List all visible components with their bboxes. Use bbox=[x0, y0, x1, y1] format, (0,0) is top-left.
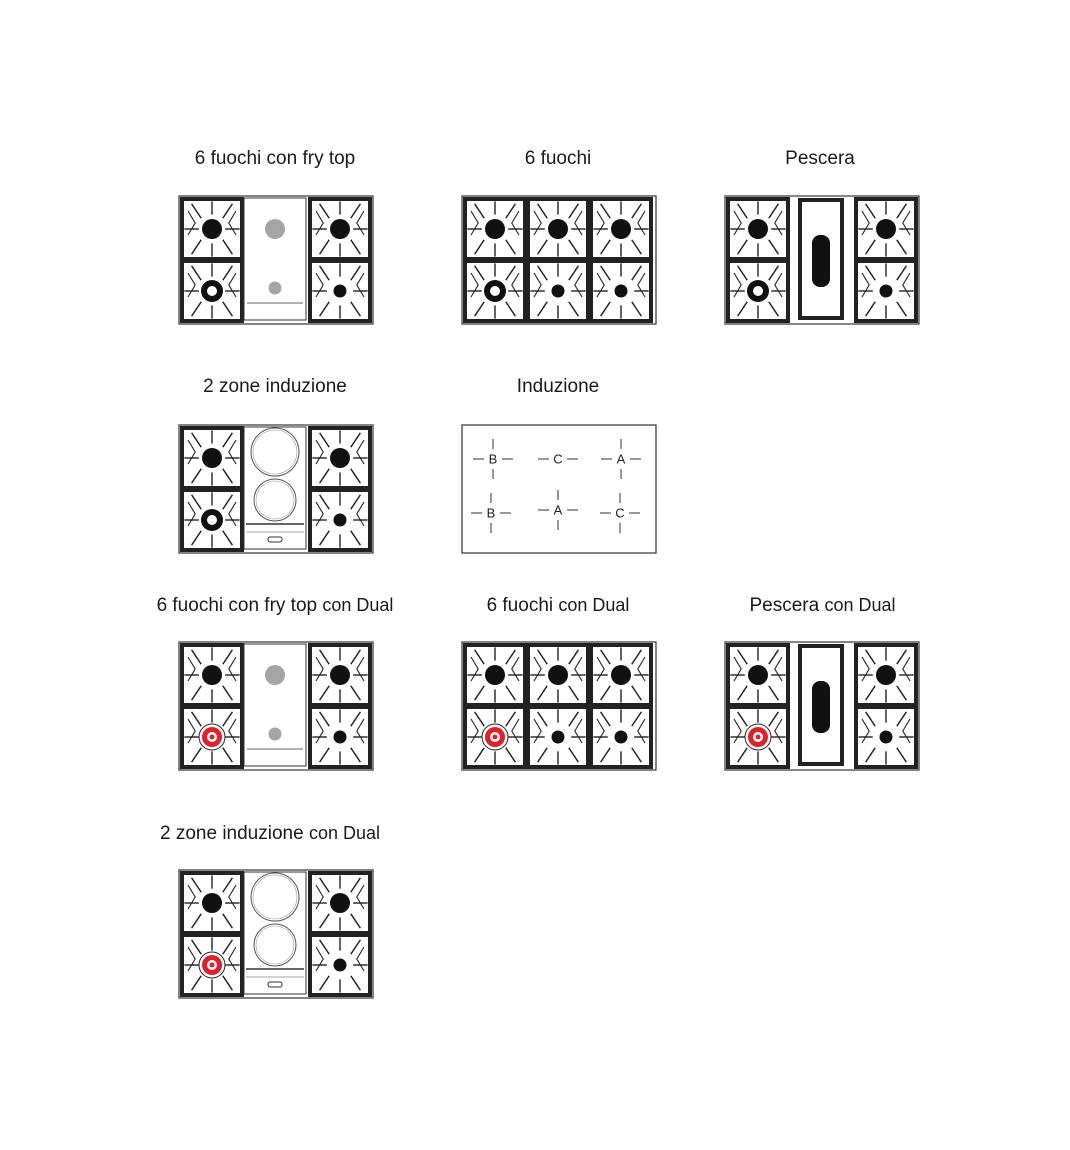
cooktop-2-zone-induzione bbox=[175, 376, 375, 556]
hob-frame bbox=[462, 425, 656, 553]
hob-diagram bbox=[461, 195, 657, 325]
burner-icon bbox=[334, 514, 347, 527]
fry-zone-icon bbox=[265, 665, 285, 685]
cooktop-6-fuochi bbox=[458, 148, 658, 328]
burner-icon bbox=[611, 665, 631, 685]
hob-diagram bbox=[178, 424, 374, 554]
cooktop-pescera bbox=[720, 148, 920, 328]
cooktop-6-fuochi-dual bbox=[458, 595, 658, 775]
fry-zone-icon bbox=[269, 282, 282, 295]
burner-icon bbox=[485, 219, 505, 239]
cooktop-title: 2 zone induzione con Dual bbox=[160, 823, 380, 844]
cooktop-title: 6 fuochi con fry top con Dual bbox=[156, 595, 394, 616]
fry-top-plate bbox=[244, 644, 306, 766]
induction-diagram bbox=[461, 424, 657, 554]
burner-icon bbox=[548, 665, 568, 685]
cooktop-title: 2 zone induzione bbox=[203, 376, 347, 397]
burner-icon bbox=[334, 959, 347, 972]
burner-icon bbox=[548, 219, 568, 239]
cooktop-6-fuochi-fry-top bbox=[175, 148, 375, 328]
burner-icon bbox=[552, 285, 565, 298]
fry-top-plate bbox=[244, 198, 306, 320]
zone-label: A bbox=[616, 451, 626, 467]
fry-zone-icon bbox=[265, 219, 285, 239]
cooktop-pescera-dual bbox=[720, 595, 925, 775]
cooktop-title: 6 fuochi bbox=[524, 148, 592, 169]
zone-label: C bbox=[615, 505, 625, 521]
cooktop-title: Pescera bbox=[785, 148, 855, 169]
burner-icon bbox=[880, 285, 893, 298]
cooktop-title: 6 fuochi con Dual bbox=[486, 595, 630, 616]
hob-diagram bbox=[178, 195, 374, 325]
cooktop-title: Induzione bbox=[516, 376, 600, 397]
burner-icon bbox=[876, 665, 896, 685]
burner-icon bbox=[748, 219, 768, 239]
cooktop-induzione bbox=[458, 376, 658, 556]
fish-burner-icon bbox=[812, 681, 830, 733]
burner-icon bbox=[330, 219, 350, 239]
burner-icon bbox=[876, 219, 896, 239]
cooktop-2-zone-induzione-dual bbox=[145, 823, 395, 1003]
burner-icon bbox=[552, 731, 565, 744]
burner-icon bbox=[611, 219, 631, 239]
burner-icon bbox=[334, 731, 347, 744]
burner-icon bbox=[202, 893, 222, 913]
hob-diagram bbox=[724, 641, 920, 771]
hob-diagram bbox=[461, 641, 657, 771]
fry-zone-icon bbox=[269, 728, 282, 741]
hob-diagram bbox=[178, 641, 374, 771]
burner-icon bbox=[880, 731, 893, 744]
burner-icon bbox=[748, 665, 768, 685]
burner-icon bbox=[202, 219, 222, 239]
hob-diagram bbox=[178, 869, 374, 999]
cooktop-title: Pescera con Dual bbox=[749, 595, 896, 616]
burner-icon bbox=[202, 665, 222, 685]
zone-label: B bbox=[488, 451, 498, 467]
cooktop-title: 6 fuochi con fry top bbox=[194, 148, 356, 169]
zone-label: B bbox=[486, 505, 496, 521]
zone-label: A bbox=[553, 502, 563, 518]
burner-icon bbox=[615, 285, 628, 298]
induction-module bbox=[244, 872, 306, 994]
fish-burner-icon bbox=[812, 235, 830, 287]
burner-icon bbox=[330, 893, 350, 913]
zone-label: C bbox=[553, 451, 563, 467]
burner-icon bbox=[485, 665, 505, 685]
burner-icon bbox=[202, 448, 222, 468]
burner-icon bbox=[330, 665, 350, 685]
hob-diagram bbox=[724, 195, 920, 325]
burner-icon bbox=[334, 285, 347, 298]
burner-icon bbox=[330, 448, 350, 468]
cooktop-6-fuochi-fry-top-dual bbox=[145, 595, 405, 775]
induction-module bbox=[244, 427, 306, 549]
burner-icon bbox=[615, 731, 628, 744]
